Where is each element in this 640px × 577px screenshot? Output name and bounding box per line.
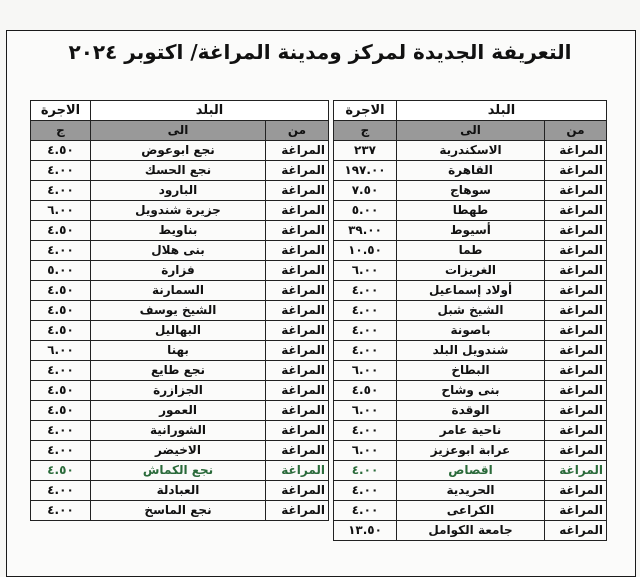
table-row <box>31 141 329 161</box>
table-row <box>31 161 329 181</box>
cell-from: المراغة <box>266 401 329 421</box>
table-row <box>31 441 329 461</box>
table-row <box>334 421 607 441</box>
table-row <box>334 301 607 321</box>
column-header-fare: الاجرة <box>31 101 91 121</box>
cell-to: الحريدية <box>397 481 545 501</box>
cell-fare: ٤.٠٠ <box>334 461 397 481</box>
cell-from: المراغة <box>266 161 329 181</box>
cell-fare: ٤.٠٠ <box>31 241 91 261</box>
cell-from: المراغة <box>266 281 329 301</box>
cell-from: المراغه <box>545 521 607 541</box>
page-title: التعريفة الجديدة لمركز ومدينة المراغة/ اكتوبر ٢٠٢٤ <box>68 40 572 64</box>
cell-from: المراغة <box>545 461 607 481</box>
cell-to: البطاخ <box>397 361 545 381</box>
cell-fare: ٤.٥٠ <box>31 461 91 481</box>
cell-fare: ٤.٠٠ <box>31 361 91 381</box>
cell-from: المراغة <box>545 421 607 441</box>
cell-to: الشيخ يوسف <box>91 301 266 321</box>
cell-to: نجع الكماش <box>91 461 266 481</box>
table-row <box>31 321 329 341</box>
table-row <box>334 461 607 481</box>
cell-from: المراغة <box>266 261 329 281</box>
table-row <box>334 481 607 501</box>
cell-fare: ٤.٥٠ <box>31 141 91 161</box>
cell-from: المراغة <box>545 241 607 261</box>
cell-to: القاهرة <box>397 161 545 181</box>
cell-from: المراغة <box>545 381 607 401</box>
cell-from: المراغة <box>545 201 607 221</box>
cell-to: السمارنة <box>91 281 266 301</box>
table-row <box>31 421 329 441</box>
cell-fare: ٤.٥٠ <box>334 381 397 401</box>
cell-to: بنى هلال <box>91 241 266 261</box>
table-row <box>334 321 607 341</box>
subheader-row <box>334 121 607 141</box>
cell-fare: ٦.٠٠ <box>31 201 91 221</box>
cell-from: المراغة <box>545 441 607 461</box>
table-row <box>334 161 607 181</box>
header-row <box>31 101 329 121</box>
table-row <box>334 141 607 161</box>
table-row <box>334 241 607 261</box>
cell-to: الوقدة <box>397 401 545 421</box>
table-row <box>334 381 607 401</box>
cell-from: المراغة <box>266 341 329 361</box>
cell-fare: ٤.٠٠ <box>334 421 397 441</box>
cell-fare: ٤.٠٠ <box>31 501 91 521</box>
cell-fare: ٤.٠٠ <box>31 421 91 441</box>
cell-to: نجع ابوعوض <box>91 141 266 161</box>
cell-from: المراغة <box>266 221 329 241</box>
cell-from: المراغة <box>266 501 329 521</box>
cell-from: المراغة <box>266 181 329 201</box>
column-header-currency: ج <box>334 121 397 141</box>
cell-fare: ٥.٠٠ <box>334 201 397 221</box>
table-row <box>31 221 329 241</box>
table-row <box>334 441 607 461</box>
cell-to: ناحية عامر <box>397 421 545 441</box>
cell-to: باصونة <box>397 321 545 341</box>
cell-fare: ٦.٠٠ <box>334 441 397 461</box>
table-row <box>31 261 329 281</box>
cell-fare: ٤.٥٠ <box>31 401 91 421</box>
cell-to: الجزازرة <box>91 381 266 401</box>
cell-to: العبادلة <box>91 481 266 501</box>
header-row <box>334 101 607 121</box>
cell-fare: ٤.٠٠ <box>31 181 91 201</box>
cell-fare: ١٣.٥٠ <box>334 521 397 541</box>
cell-fare: ٤.٠٠ <box>334 321 397 341</box>
cell-to: البارود <box>91 181 266 201</box>
cell-fare: ٣٩.٠٠ <box>334 221 397 241</box>
cell-from: المراغة <box>545 501 607 521</box>
cell-from: المراغة <box>266 321 329 341</box>
column-header-to: الى <box>91 121 266 141</box>
cell-fare: ١٩٧.٠٠ <box>334 161 397 181</box>
cell-from: المراغة <box>545 481 607 501</box>
cell-fare: ٤.٥٠ <box>31 381 91 401</box>
cell-fare: ٤.٠٠ <box>31 441 91 461</box>
cell-from: المراغة <box>266 481 329 501</box>
cell-from: المراغة <box>545 281 607 301</box>
cell-fare: ٤.٠٠ <box>31 481 91 501</box>
cell-fare: ٤.٠٠ <box>334 281 397 301</box>
cell-fare: ٤.٥٠ <box>31 221 91 241</box>
cell-fare: ٤.٠٠ <box>31 161 91 181</box>
cell-to: شندويل البلد <box>397 341 545 361</box>
cell-to: الكراعى <box>397 501 545 521</box>
cell-from: المراغة <box>545 321 607 341</box>
column-header-from: من <box>266 121 329 141</box>
cell-from: المراغة <box>266 301 329 321</box>
cell-fare: ٦.٠٠ <box>334 361 397 381</box>
cell-from: المراغة <box>266 141 329 161</box>
table-row <box>334 501 607 521</box>
cell-to: جامعة الكوامل <box>397 521 545 541</box>
table-row <box>31 301 329 321</box>
table-row <box>334 401 607 421</box>
table-row <box>31 401 329 421</box>
cell-to: نجع طايع <box>91 361 266 381</box>
column-header-balad: البلد <box>397 101 607 121</box>
cell-to: الاسكندرية <box>397 141 545 161</box>
table-row <box>31 241 329 261</box>
cell-fare: ٤.٥٠ <box>31 281 91 301</box>
table-row <box>334 341 607 361</box>
cell-to: البهاليل <box>91 321 266 341</box>
table-row <box>31 481 329 501</box>
column-header-to: الى <box>397 121 545 141</box>
cell-fare: ٧.٥٠ <box>334 181 397 201</box>
cell-from: المراغة <box>266 201 329 221</box>
table-row <box>31 501 329 521</box>
cell-to: أسيوط <box>397 221 545 241</box>
cell-to: أولاد إسماعيل <box>397 281 545 301</box>
cell-fare: ٦.٠٠ <box>31 341 91 361</box>
cell-to: طهطا <box>397 201 545 221</box>
table-row <box>31 341 329 361</box>
cell-fare: ٤.٠٠ <box>334 501 397 521</box>
cell-from: المراغة <box>545 301 607 321</box>
cell-fare: ٥.٠٠ <box>31 261 91 281</box>
cell-from: المراغة <box>545 181 607 201</box>
cell-to: عرابة ابوعزيز <box>397 441 545 461</box>
cell-to: اقصاص <box>397 461 545 481</box>
cell-to: سوهاج <box>397 181 545 201</box>
table-row <box>334 361 607 381</box>
cell-fare: ٢٣٧ <box>334 141 397 161</box>
table-row <box>31 461 329 481</box>
cell-to: الاخيضر <box>91 441 266 461</box>
table-row <box>334 261 607 281</box>
table-row <box>334 221 607 241</box>
cell-to: الشيخ شبل <box>397 301 545 321</box>
cell-fare: ٤.٥٠ <box>31 321 91 341</box>
cell-fare: ٤.٥٠ <box>31 301 91 321</box>
cell-from: المراغة <box>545 161 607 181</box>
column-header-from: من <box>545 121 607 141</box>
cell-to: العمور <box>91 401 266 421</box>
fare-table-right <box>333 100 607 541</box>
cell-fare: ١٠.٥٠ <box>334 241 397 261</box>
cell-fare: ٤.٠٠ <box>334 301 397 321</box>
cell-from: المراغة <box>545 401 607 421</box>
column-header-fare: الاجرة <box>334 101 397 121</box>
cell-from: المراغة <box>545 361 607 381</box>
table-row <box>334 521 607 541</box>
cell-from: المراغة <box>266 381 329 401</box>
table-row <box>334 281 607 301</box>
table-row <box>31 181 329 201</box>
cell-from: المراغة <box>545 261 607 281</box>
cell-from: المراغة <box>266 241 329 261</box>
cell-to: بنى وشاح <box>397 381 545 401</box>
cell-from: المراغة <box>545 341 607 361</box>
table-row <box>334 201 607 221</box>
cell-fare: ٤.٠٠ <box>334 341 397 361</box>
cell-to: طما <box>397 241 545 261</box>
cell-from: المراغة <box>266 461 329 481</box>
cell-fare: ٦.٠٠ <box>334 261 397 281</box>
column-header-balad: البلد <box>91 101 329 121</box>
cell-from: المراغة <box>545 141 607 161</box>
table-row <box>31 281 329 301</box>
cell-from: المراغة <box>266 441 329 461</box>
cell-to: جزيرة شندويل <box>91 201 266 221</box>
cell-to: بناويط <box>91 221 266 241</box>
table-row <box>31 361 329 381</box>
column-header-currency: ج <box>31 121 91 141</box>
cell-to: نجع الماسخ <box>91 501 266 521</box>
subheader-row <box>31 121 329 141</box>
table-row <box>31 381 329 401</box>
table-row <box>31 201 329 221</box>
cell-to: فزارة <box>91 261 266 281</box>
cell-fare: ٦.٠٠ <box>334 401 397 421</box>
cell-from: المراغة <box>266 421 329 441</box>
table-row <box>334 181 607 201</box>
fare-table-left <box>30 100 329 521</box>
cell-to: بهنا <box>91 341 266 361</box>
cell-from: المراغة <box>545 221 607 241</box>
cell-fare: ٤.٠٠ <box>334 481 397 501</box>
cell-to: الغريزات <box>397 261 545 281</box>
cell-from: المراغة <box>266 361 329 381</box>
cell-to: نجع الحسك <box>91 161 266 181</box>
cell-to: الشورانية <box>91 421 266 441</box>
